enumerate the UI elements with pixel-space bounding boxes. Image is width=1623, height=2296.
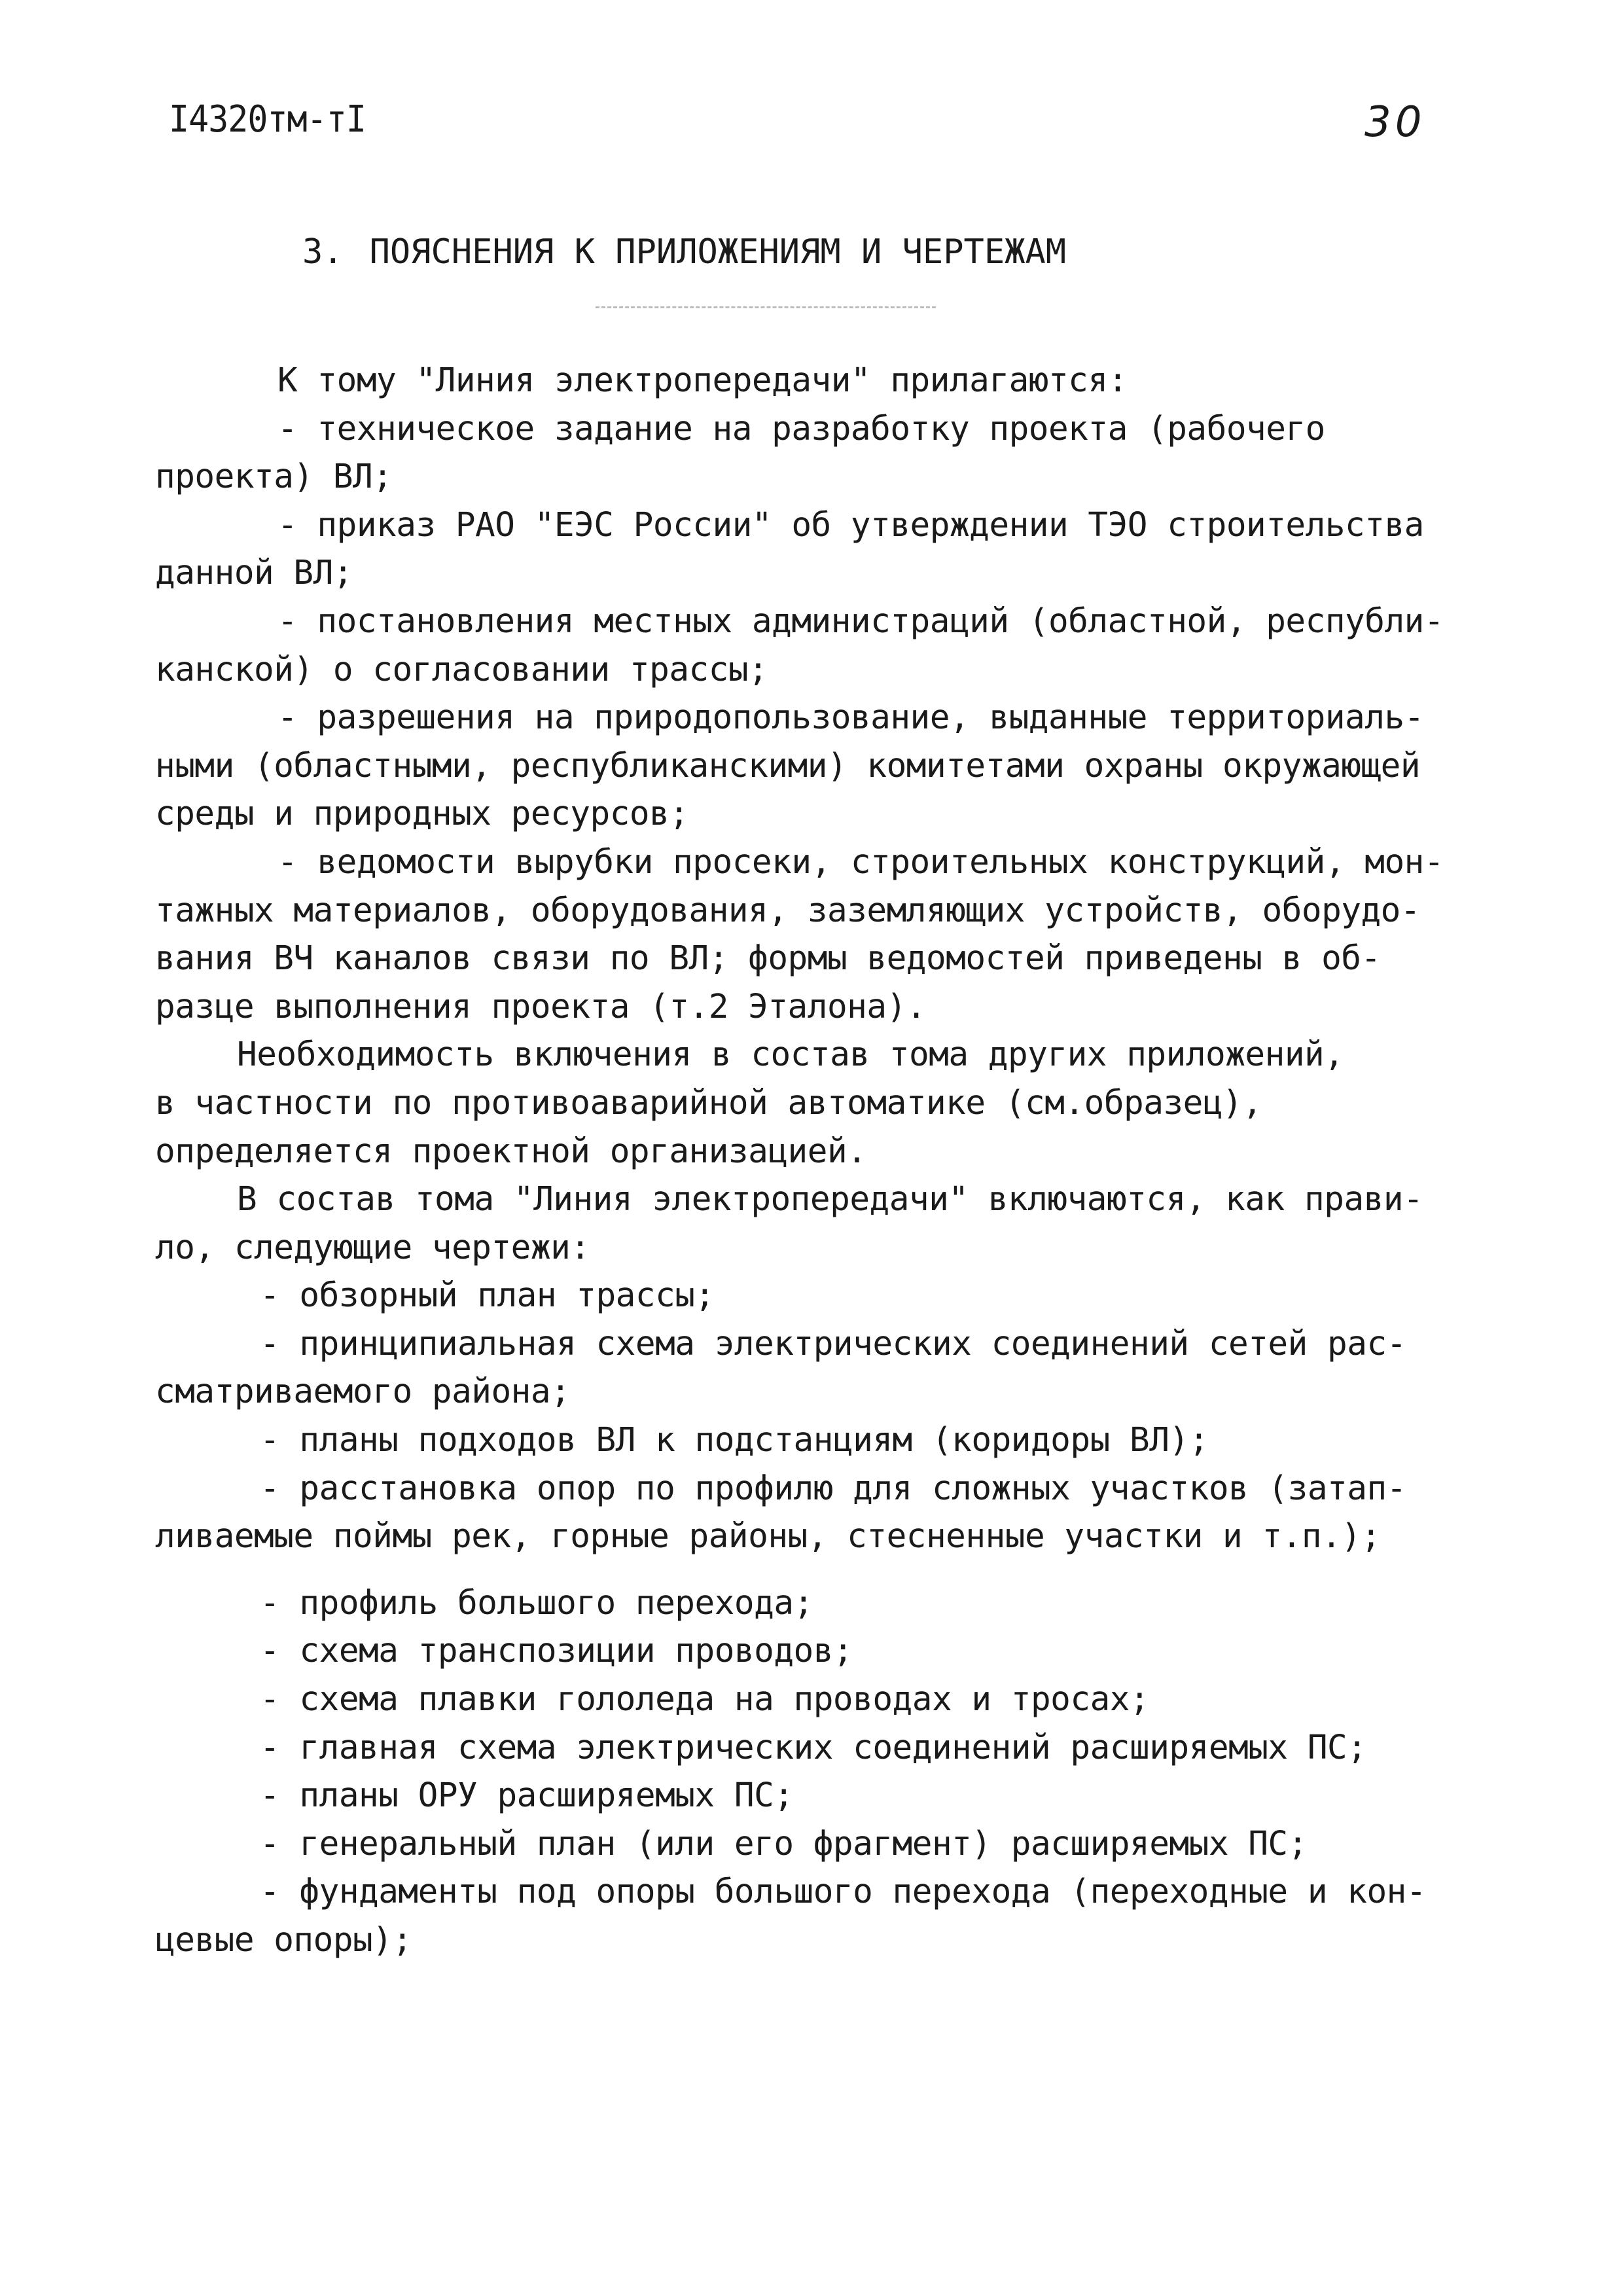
list-item-line: - планы подходов ВЛ к подстанциям (коридоры ВЛ); [260,1421,1209,1460]
paragraph-line: Необходимость включения в состав тома других приложений, [237,1035,1344,1075]
list-item-line: - схема транспозиции проводов; [260,1632,853,1671]
body-text [155,357,1490,1965]
list-item-line: среды и природных ресурсов; [155,795,689,834]
list-item-line: разце выполнения проекта (т.2 Эталона). [155,987,926,1026]
list-item-line: - фундаменты под опоры большого перехода (переходные и кон- [260,1873,1427,1912]
list-item-line: проекта) ВЛ; [155,457,393,497]
spacer [155,1561,1490,1579]
paragraph-line: В состав тома "Линия электропередачи" включаются, как прави- [237,1180,1423,1219]
list-item-line: - профиль большого перехода; [260,1583,813,1623]
section-number: 3. [302,232,344,272]
list-item-line: - генеральный план (или его фрагмент) расширяемых ПС; [260,1824,1308,1863]
list-item-line: - главная схема электрических соединений расширяемых ПС; [260,1728,1367,1767]
list-item-line: ными (областными, республиканскими) комитетами охраны окружающей [155,746,1421,785]
list-item-line: цевые опоры); [155,1921,412,1960]
section-title: ПОЯСНЕНИЯ К ПРИЛОЖЕНИЯМ И ЧЕРТЕЖАМ [369,232,1067,272]
list-item-line: - ведомости вырубки просеки, строительных конструкций, мон- [277,842,1444,882]
document-number: I4320тм-тI [169,98,366,141]
list-item-line: - приказ РАО "ЕЭС России" об утверждении ТЭО строительства [277,505,1424,545]
list-item-line: данной ВЛ; [155,554,353,593]
list-item-line: - принципиальная схема электрических соединений сетей рас- [260,1324,1406,1363]
list-item-line: сматриваемого района; [155,1372,571,1412]
section-heading [302,232,1066,272]
list-item-line: - планы ОРУ расширяемых ПС; [260,1776,794,1816]
list-item-line: - разрешения на природопользование, выданные территориаль- [277,698,1424,738]
paragraph-line: ло, следующие чертежи: [155,1228,590,1267]
list-item-line: ливаемые поймы рек, горные районы, стесненные участки и т.п.); [155,1517,1381,1556]
paragraph-line: определяется проектной организацией. [155,1132,867,1171]
list-item-line: вания ВЧ каналов связи по ВЛ; формы ведомостей приведены в об- [155,939,1381,978]
list-item-line: - схема плавки гололеда на проводах и тросах; [260,1680,1150,1719]
list-item-line: - расстановка опор по профилю для сложных участков (затап- [260,1469,1406,1508]
list-item-line: канской) о согласовании трассы; [155,650,768,689]
paragraph-line: в частности по противоаварийной автоматике (см.образец), [155,1083,1262,1122]
list-item-line: - постановления местных администраций (областной, республи- [277,601,1444,641]
page-number: 30 [1364,98,1426,147]
list-item-line: - обзорный план трассы; [260,1276,715,1316]
paragraph-line: К тому "Линия электропередачи" прилагаются: [277,361,1128,400]
list-item-line: - техническое задание на разработку проекта (рабочего [277,409,1325,448]
list-item-line: тажных материалов, оборудования, заземляющих устройств, оборудо- [155,891,1421,930]
decorative-dashes [596,306,936,321]
